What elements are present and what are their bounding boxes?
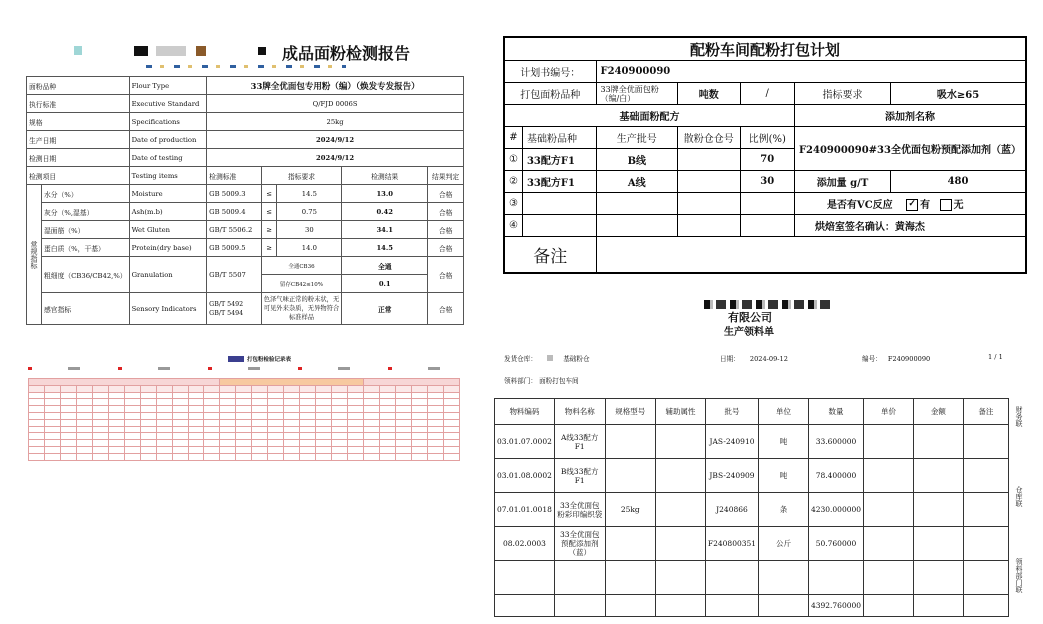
vc-yes-checkbox[interactable]: [906, 200, 930, 211]
head-standard: 检测标准: [207, 167, 262, 185]
sens-en: Sensory Indicators: [129, 293, 207, 325]
item-row: [27, 221, 464, 239]
requirement-value: 吸水≥65: [891, 83, 1026, 105]
spec-value: 25kg: [207, 113, 464, 131]
row-code: 08.02.0003: [495, 527, 555, 561]
gran-req-2: 留存CB42≤10%: [261, 275, 342, 293]
warehouse-value: 基础粉仓: [563, 355, 590, 363]
sensory-row: [27, 293, 464, 325]
row-code: 03.01.07.0002: [495, 425, 555, 459]
table-row: [495, 459, 1009, 493]
additive-name: F240900090#33全优面包粉预配添加剂（蓝）: [794, 127, 1026, 171]
item-judge: 合格: [428, 185, 464, 203]
req-title: 生产领料单: [724, 327, 774, 338]
label-zh: 执行标准: [27, 95, 130, 113]
item-std: GB 5009.3: [207, 185, 262, 203]
row-spec: [605, 459, 655, 493]
plan-no-label: 计划书编号：: [504, 61, 596, 83]
row-unit: 条: [759, 493, 809, 527]
date-value: 2024-09-12: [749, 355, 788, 363]
row-name: A线33配方F1: [554, 425, 605, 459]
head-items: 检测项目: [27, 167, 130, 185]
test-report: [26, 36, 466, 330]
item-row: [27, 203, 464, 221]
item-en: Wet Gluten: [129, 221, 207, 239]
row-name: B线33配方F1: [554, 459, 605, 493]
dose-value: 480: [891, 171, 1026, 193]
item-std: GB 5009.4: [207, 203, 262, 221]
date-field: [720, 353, 788, 363]
total-qty: 4392.760000: [808, 595, 863, 617]
row-index: ①: [504, 149, 522, 171]
report-row-standard: [27, 95, 464, 113]
formula-row: [504, 193, 1026, 215]
row-kind: 33配方F1: [522, 149, 596, 171]
gran-en: Granulation: [129, 257, 207, 293]
record-title: 打包粉检验记录表: [247, 357, 292, 363]
material-requisition: [494, 296, 1034, 624]
plan-title: 配粉车间配粉打包计划: [504, 37, 1026, 61]
head-judgement: 结果判定: [428, 167, 464, 185]
vc-reaction: [794, 193, 1026, 215]
plan-table: [503, 36, 1027, 274]
redacted-logo: [74, 46, 82, 55]
report-title: 成品面粉检测报告: [282, 44, 411, 63]
col-kind: 基础粉品种: [522, 127, 596, 149]
col-index: #: [504, 127, 522, 149]
sens-result: 正常: [342, 293, 428, 325]
label-en: Date of production: [129, 131, 207, 149]
item-result: 0.42: [342, 203, 428, 221]
packing-plan: [503, 36, 1027, 270]
col-batch: 批号: [705, 399, 758, 425]
row-qty: 78.400000: [808, 459, 863, 493]
col-amount: 金额: [913, 399, 963, 425]
col-batch: 生产批号: [596, 127, 678, 149]
plan-no: F240900090: [596, 61, 1026, 83]
label-zh: 规格: [27, 113, 130, 131]
note-label: 备注: [504, 237, 596, 273]
row-batch: JBS-240909: [705, 459, 758, 493]
row-kind: 33配方F1: [522, 171, 596, 193]
granulation-row: [27, 257, 464, 275]
test-date-value: 2024/9/12: [207, 149, 464, 167]
redacted-company: [704, 300, 834, 309]
number-value: F240900090: [887, 355, 931, 363]
redacted-text: [258, 47, 266, 55]
item-zh: 湿面筋（%）: [42, 221, 130, 239]
item-std: GB/T 5506.2: [207, 221, 262, 239]
item-en: Protein(dry base): [129, 239, 207, 257]
redacted-text: [547, 355, 553, 361]
gran-result-2: 0.1: [342, 275, 428, 293]
table-row: [495, 493, 1009, 527]
item-result: 14.5: [342, 239, 428, 257]
ton-label: 吨数: [678, 83, 740, 105]
row-unit: 吨: [759, 425, 809, 459]
row-index: ②: [504, 171, 522, 193]
col-unit: 单位: [759, 399, 809, 425]
row-spec: [605, 425, 655, 459]
report-row-spec: [27, 113, 464, 131]
dose-label: 添加量 g/T: [794, 171, 890, 193]
side-label-dept: 领料部门联: [1015, 558, 1023, 593]
redacted-text: [196, 46, 206, 56]
col-price: 单价: [864, 399, 914, 425]
col-ratio: 比例(%): [740, 127, 794, 149]
sens-judge: 合格: [428, 293, 464, 325]
item-result: 34.1: [342, 221, 428, 239]
row-bin: [678, 171, 740, 193]
record-table: [28, 378, 460, 461]
additive-label: 添加剂名称: [794, 105, 1026, 127]
row-code: 07.01.01.0018: [495, 493, 555, 527]
item-zh: 蛋白质（%，干基）: [42, 239, 130, 257]
head-result: 检测结果: [342, 167, 428, 185]
pack-value: 33牌全优面包粉（编/白）: [596, 83, 678, 105]
row-aux: [656, 425, 706, 459]
standard-value: Q/FJD 0006S: [207, 95, 464, 113]
row-aux: [656, 459, 706, 493]
row-name: 33全优面包预配添加剂（蓝）: [554, 527, 605, 561]
col-aux: 辅助属性: [656, 399, 706, 425]
formula-row: [504, 171, 1026, 193]
warehouse-label: 发货仓库：: [504, 355, 537, 363]
item-std: GB 5009.5: [207, 239, 262, 257]
redacted-subtitle: [146, 65, 346, 68]
col-spec: 规格型号: [605, 399, 655, 425]
row-qty: 33.600000: [808, 425, 863, 459]
item-result: 13.0: [342, 185, 428, 203]
req-header-row: [495, 399, 1009, 425]
item-op: ≤: [261, 203, 277, 221]
number-field: [862, 353, 930, 363]
item-judge: 合格: [428, 203, 464, 221]
item-zh: 灰分（%,湿基）: [42, 203, 130, 221]
col-name: 物料名称: [554, 399, 605, 425]
label-zh: 面粉品种: [27, 77, 130, 95]
head-items-en: Testing items: [129, 167, 207, 185]
row-unit: 公斤: [759, 527, 809, 561]
vc-label: 是否有VC反应: [826, 199, 893, 211]
gran-judge: 合格: [428, 257, 464, 293]
item-op: ≥: [261, 239, 277, 257]
label-zh: 检测日期: [27, 149, 130, 167]
row-code: 03.01.08.0002: [495, 459, 555, 493]
row-index: ④: [504, 215, 522, 237]
report-row-flour: [27, 77, 464, 95]
total-row: [495, 595, 1009, 617]
vc-no-checkbox[interactable]: [940, 200, 964, 211]
number-label: 编号：: [862, 355, 882, 363]
row-batch: B线: [596, 149, 678, 171]
table-row-empty: [495, 561, 1009, 595]
note-value[interactable]: [596, 237, 1026, 273]
head-requirement: 指标要求: [261, 167, 342, 185]
label-en: Executive Standard: [129, 95, 207, 113]
row-ratio: 30: [740, 171, 794, 193]
item-en: Ash(m.b): [129, 203, 207, 221]
row-batch: JAS-240910: [705, 425, 758, 459]
requisition-table: [494, 398, 1009, 617]
report-row-test-date: [27, 149, 464, 167]
base-formula-label: 基础面粉配方: [504, 105, 794, 127]
label-en: Specifications: [129, 113, 207, 131]
item-zh: 水分（%）: [42, 185, 130, 203]
vc-yes-label: 有: [920, 199, 931, 211]
vc-no-label: 无: [953, 199, 964, 211]
checked-icon: ✓: [906, 199, 918, 211]
item-req: 14.0: [277, 239, 342, 257]
row-ratio: 70: [740, 149, 794, 171]
sens-req: 色泽气味正常的粉末状，无可见外来杂质，无异物符合标准样品: [261, 293, 342, 325]
date-label: 日期：: [720, 355, 740, 363]
requirement-label: 指标要求: [794, 83, 890, 105]
warehouse-field: [504, 353, 590, 363]
item-req: 30: [277, 221, 342, 239]
redacted-text: [156, 46, 186, 56]
gran-zh: 粗细度（CB36/CB42,%）: [42, 257, 130, 293]
table-row: [495, 527, 1009, 561]
row-aux: [656, 493, 706, 527]
redacted-text: [134, 46, 148, 56]
dept-value: 面粉打包车间: [539, 377, 579, 385]
label-en: Date of testing: [129, 149, 207, 167]
dept-label: 领料部门：: [504, 377, 537, 385]
row-spec: 25kg: [605, 493, 655, 527]
label-zh: 生产日期: [27, 131, 130, 149]
prod-date-value: 2024/9/12: [207, 131, 464, 149]
pack-label: 打包面粉品种: [504, 83, 596, 105]
col-bin: 散粉仓仓号: [678, 127, 740, 149]
report-head-row: [27, 167, 464, 185]
item-op: ≥: [261, 221, 277, 239]
item-en: Moisture: [129, 185, 207, 203]
record-meta: [28, 367, 460, 370]
ton-value: /: [740, 83, 794, 105]
formula-row: [504, 215, 1026, 237]
gran-req-1: 全通CB36: [261, 257, 342, 275]
row-name: 33全优面包粉彩印编织袋: [554, 493, 605, 527]
row-qty: 50.760000: [808, 527, 863, 561]
sens-std: GB/T 5492 GB/T 5494: [207, 293, 262, 325]
gran-std: GB/T 5507: [207, 257, 262, 293]
side-label: 常规指标: [27, 185, 42, 325]
sens-zh: 感官指标: [42, 293, 130, 325]
report-table: [26, 76, 464, 325]
col-qty: 数量: [808, 399, 863, 425]
unchecked-icon: [940, 199, 952, 211]
sign-confirm: 烘焙室签名确认：黄海杰: [794, 215, 1026, 237]
side-label-warehouse: 仓库联: [1015, 486, 1023, 507]
item-req: 14.5: [277, 185, 342, 203]
page-indicator: 1 / 1: [988, 353, 1003, 361]
gran-result-1: 全通: [342, 257, 428, 275]
row-batch: F240800351: [705, 527, 758, 561]
report-row-prod-date: [27, 131, 464, 149]
row-bin: [678, 149, 740, 171]
item-op: ≤: [261, 185, 277, 203]
table-row: [495, 425, 1009, 459]
item-req: 0.75: [277, 203, 342, 221]
row-batch: A线: [596, 171, 678, 193]
dept-field: [504, 375, 579, 385]
label-en: Flour Type: [129, 77, 207, 95]
row-index: ③: [504, 193, 522, 215]
col-remark: 备注: [963, 399, 1008, 425]
company-name: 有限公司: [728, 311, 772, 324]
row-batch: J240866: [705, 493, 758, 527]
row-spec: [605, 527, 655, 561]
col-code: 物料编码: [495, 399, 555, 425]
row-unit: 吨: [759, 459, 809, 493]
row-aux: [656, 527, 706, 561]
inspection-record: [28, 352, 460, 472]
item-judge: 合格: [428, 239, 464, 257]
item-row: [27, 239, 464, 257]
redacted-logo: [228, 356, 244, 362]
item-judge: 合格: [428, 221, 464, 239]
flour-type-value: 33牌全优面包专用粉（编）（焕发专发报告）: [207, 77, 464, 95]
row-qty: 4230.000000: [808, 493, 863, 527]
item-row: [27, 185, 464, 203]
side-label-finance: 财务联: [1015, 406, 1023, 427]
